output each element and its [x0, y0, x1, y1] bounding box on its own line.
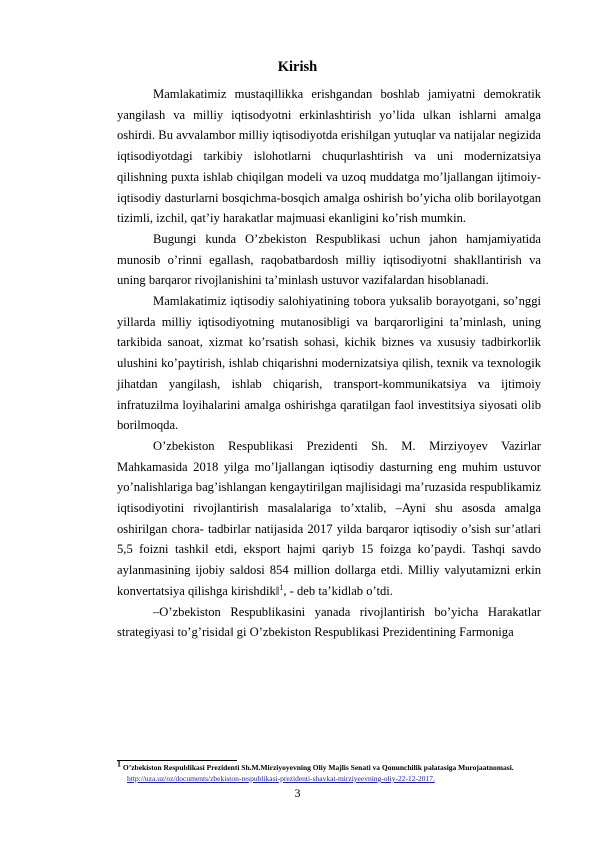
footnote-text: O’zbekiston Respublikasi Prezidenti Sh.M.Mirziyoyevning Oliy Majlis Senati va Qonunchilik palatasiga Murojaatnomasi.	[122, 763, 514, 772]
paragraph-4-tail: , - deb ta’kidlab o’tdi.	[283, 583, 393, 598]
paragraph-5: ‒O’zbekiston Respublikasini yanada rivojlantirish bo’yicha Harakatlar strategiyasi to’g’risida‖ gi O’zbekiston Respublikasi Prezidentining Farmoniga	[117, 604, 541, 640]
page-title: Kirish	[277, 59, 318, 75]
paragraph-4	[117, 436, 541, 602]
body-text	[117, 84, 541, 643]
paragraph-4-text: O’zbekiston Respublikasi Prezidenti Sh. M. Mirziyoyev Vazirlar Mahkamasida 2018 yilga mo’ljallangan iqtisodiy dasturning eng muhim ustuvor yo’nalishlariga bag’ishlangan kengaytirilgan majlisidagi ma’ruzasida respublikamiz iqtisodiyotini rivojlantirish masalalariga to’xtalib, ‒Ayni shu asosda amalga oshirilgan chora- tadbirlar natijasida 2017 yilda barqaror iqtisodiy o’sish sur’atlari 5,5 foizni tashkil etdi, eksport hajmi qariyb 15 foizga ko’paydi. Tashqi savdo aylanmasining ijobiy saldosi 854 million dollarga etdi. Milliy valyutamizni erkin konvertatsiya qilishga kirishdik‖	[117, 438, 541, 598]
footnote-divider	[117, 760, 237, 761]
paragraph-2: Bugungi kunda O’zbekiston Respublikasi uchun jahon hamjamiyatida munosib o’rinni egallash, raqobatbardosh milliy iqtisodiyotni shakllantirish va uning barqaror rivojlanishini ta’minlash ustuvor vazifalardan hisoblanadi.	[117, 231, 541, 288]
footnote-reference[interactable]: 1	[279, 582, 284, 592]
paragraph-3: Mamlakatimiz iqtisodiy salohiyatining tobora yuksalib borayotgani, so’nggi yillarda milliy iqtisodiyotning mutanosibligi va barqarorligini ta’minlash, uning tarkibida sanoat, xizmat ko’rsatish sohasi, kichik biznes va xususiy tadbirkorlik ulushini ko’paytirish, ishlab chiqarishni modernizatsiya qilish, texnik va texnologik jihatdan yangilash, ishlab chiqarish, transport-kommunikatsiya va ijtimoiy infratuzilma loyihalarini amalga oshirishga qaratilgan faol investitsiya siyosati olib borilmoqda.	[117, 294, 541, 433]
footnote-link[interactable]: http://uza.uz/oz/documents/zbekiston-respublikasi-prezidenti-shavkat-mirziyeevning-oliy-22-12-2017.	[127, 774, 435, 783]
footnote-number: 1	[117, 759, 121, 769]
paragraph-1: Mamlakatimiz mustaqillikka erishgandan boshlab jamiyatni demokratik yangilash va milliy iqtisodyotni erkinlashtirish yo’lida ulkan ishlarni amalga oshirdi. Bu avvalambor milliy iqtisodiyotda erishilgan yutuqlar va natijalar negizida iqtisodiyotdagi tarkibiy islohotlarni chuqurlashtirish va uni modernizatsiya qilishning puxta ishlab chiqilgan modeli va uzoq muddatga mo’ljallangan ijtimoiy-iqtisodiy dasturlarni bosqichma-bosqich amalga oshirish bo’yicha olib borilayotgan tizimli, izchil, qat’iy harakatlar majmuasi ekanligini ko’rish mumkin.	[117, 87, 541, 226]
page-number: 3	[294, 786, 301, 800]
footnote	[117, 759, 541, 784]
